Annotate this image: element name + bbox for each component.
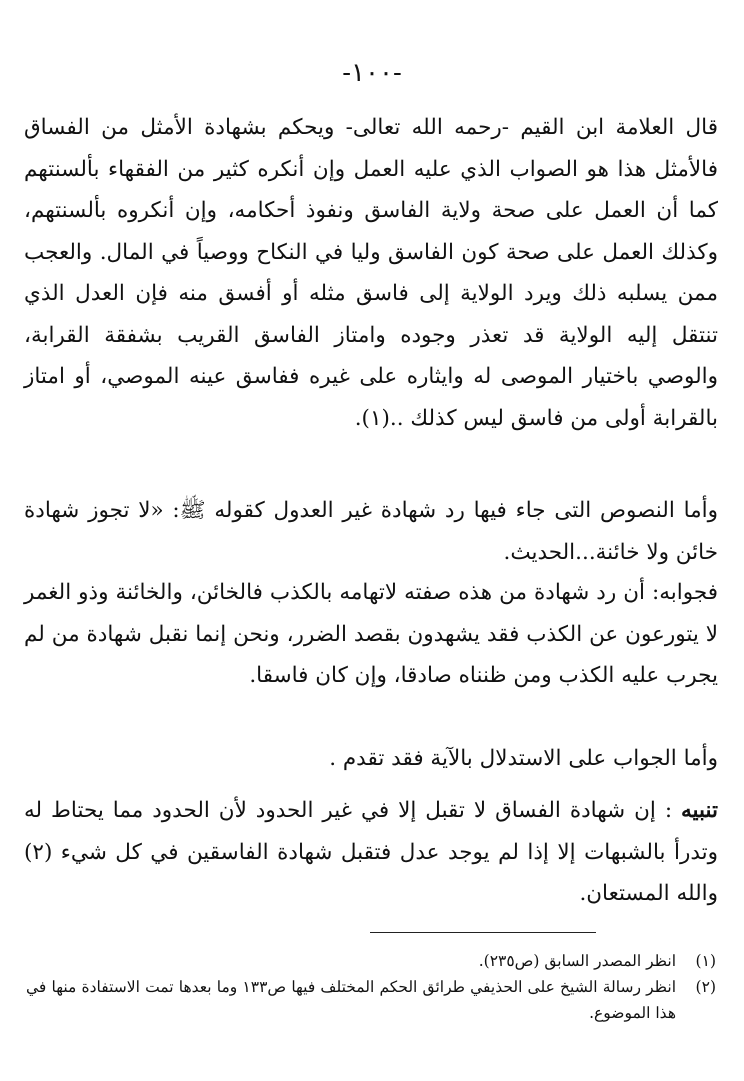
footnote-number: (٢) [695, 978, 716, 996]
footnotes [26, 948, 716, 1026]
footnote-divider [370, 932, 596, 933]
notice-label: تنبيه [681, 798, 718, 823]
footnote-1 [26, 948, 716, 974]
page-number: -١٠٠- [342, 58, 402, 88]
paragraph-texts-objection: وأما النصوص التى جاء فيها رد شهادة غير العدول كقوله ﷺ: «لا تجوز شهادة خائن ولا خائنة...الحديث. [24, 498, 718, 565]
footnote-text: انظر المصدر السابق (ص٢٣٥). [478, 952, 676, 970]
paragraph-answer: فجوابه: أن رد شهادة من هذه صفته لاتهامه بالكذب فالخائن، والخائنة وذو الغمر لا يتورعون عن الكذب فقد يشهدون بقصد الضرر، ونحن إنما نقبل شهادة من لم يجرب عليه الكذب ومن ظنناه صادقا، وإن كان فاسقا. [24, 580, 718, 688]
paragraph-verse-answer: وأما الجواب على الاستدلال بالآية فقد تقدم . [329, 746, 718, 771]
paragraph-ibn-qayyim-quote: قال العلامة ابن القيم -رحمه الله تعالى- ويحكم بشهادة الأمثل من الفساق فالأمثل هذا هو الصواب الذي عليه العمل وإن أنكره كثير من الفقهاء بألسنتهم كما أن العمل على صحة ولاية الفاسق ونفوذ أحكامه، وإن أنكروه بألسنتهم، وكذلك العمل على صحة كون الفاسق وليا في النكاح ووصياً في المال. والعجب ممن يسلبه ذلك ويرد الولاية إلى فاسق مثله أو أفسق منه فإن العدل الذي تنتقل إليه الولاية قد تعذر وجوده وامتاز الفاسق القريب بشفقة القرابة، والوصي باختيار الموصى له وايثاره على غيره ففاسق عينه الموصي، أو امتاز بالقرابة أولى من فاسق ليس كذلك ..(١). [24, 115, 718, 431]
paragraph-notice [24, 790, 718, 915]
footnote-2 [26, 974, 716, 1026]
notice-text: : إن شهادة الفساق لا تقبل إلا في غير الحدود لأن الحدود مما يحتاط له وتدرأ بالشبهات إلا إذا لم يوجد عدل فتقبل شهادة الفاسقين في كل شيء (٢) والله المستعان. [24, 798, 718, 906]
footnote-number: (١) [695, 952, 716, 970]
footnote-text: انظر رسالة الشيخ على الحذيفي طرائق الحكم المختلف فيها ص١٣٣ وما بعدها تمت الاستفادة منها في هذا الموضوع. [26, 978, 677, 1022]
